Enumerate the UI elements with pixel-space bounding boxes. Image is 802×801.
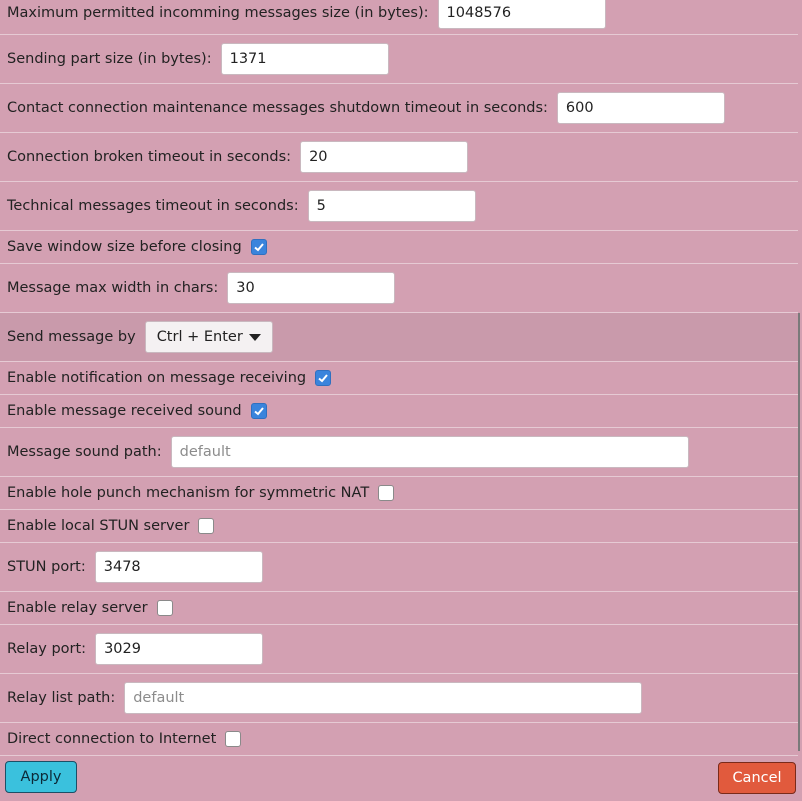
relay-port-label: Relay port: xyxy=(7,641,87,657)
technical-timeout-label: Technical messages timeout in seconds: xyxy=(7,198,299,214)
stun-port-label: STUN port: xyxy=(7,559,86,575)
row-save-window-size xyxy=(0,231,798,264)
cancel-button[interactable]: Cancel xyxy=(718,762,796,794)
save-window-size-checkbox[interactable] xyxy=(251,239,267,255)
row-contact-shutdown-timeout xyxy=(0,84,798,133)
row-relay-server xyxy=(0,592,798,625)
max-incoming-size-label: Maximum permitted incomming messages size (in bytes): xyxy=(7,5,429,21)
sending-part-size-label: Sending part size (in bytes): xyxy=(7,51,212,67)
row-connection-broken-timeout xyxy=(0,133,798,182)
row-relay-list-path xyxy=(0,674,798,723)
row-message-max-width xyxy=(0,264,798,313)
relay-list-path-input[interactable]: default xyxy=(124,682,642,714)
row-sending-part-size xyxy=(0,35,798,84)
enable-notification-label: Enable notification on message receiving xyxy=(7,370,307,386)
row-enable-notification xyxy=(0,362,798,395)
checkmark-icon xyxy=(253,405,265,417)
contact-shutdown-timeout-label: Contact connection maintenance messages shutdown timeout in seconds: xyxy=(7,100,548,116)
vertical-scrollbar[interactable] xyxy=(798,313,800,751)
direct-connection-label: Direct connection to Internet xyxy=(7,731,217,747)
row-direct-connection xyxy=(0,723,798,756)
send-message-by-label: Send message by xyxy=(7,329,136,345)
enable-received-sound-checkbox[interactable] xyxy=(251,403,267,419)
enable-received-sound-label: Enable message received sound xyxy=(7,403,242,419)
checkmark-icon xyxy=(253,241,265,253)
row-relay-port xyxy=(0,625,798,674)
enable-notification-checkbox[interactable] xyxy=(315,370,331,386)
relay-server-label: Enable relay server xyxy=(7,600,148,616)
connection-broken-timeout-input[interactable]: 20 xyxy=(300,141,468,173)
technical-timeout-input[interactable]: 5 xyxy=(308,190,476,222)
apply-button[interactable]: Apply xyxy=(5,761,77,793)
row-hole-punch xyxy=(0,477,798,510)
caret-down-icon xyxy=(249,334,261,341)
stun-port-input[interactable]: 3478 xyxy=(95,551,263,583)
relay-server-checkbox[interactable] xyxy=(157,600,173,616)
hole-punch-checkbox[interactable] xyxy=(378,485,394,501)
sending-part-size-input[interactable]: 1371 xyxy=(221,43,389,75)
message-sound-path-input[interactable]: default xyxy=(171,436,689,468)
checkmark-icon xyxy=(317,372,329,384)
send-message-by-value: Ctrl + Enter xyxy=(156,329,243,345)
hole-punch-label: Enable hole punch mechanism for symmetric NAT xyxy=(7,485,370,501)
message-max-width-label: Message max width in chars: xyxy=(7,280,219,296)
local-stun-checkbox[interactable] xyxy=(198,518,214,534)
message-max-width-input[interactable]: 30 xyxy=(227,272,395,304)
max-incoming-size-input[interactable]: 1048576 xyxy=(438,0,606,29)
row-local-stun xyxy=(0,510,798,543)
row-stun-port xyxy=(0,543,798,592)
relay-port-input[interactable]: 3029 xyxy=(95,633,263,665)
row-max-incoming-size xyxy=(0,0,798,35)
contact-shutdown-timeout-input[interactable]: 600 xyxy=(557,92,725,124)
message-sound-path-label: Message sound path: xyxy=(7,444,162,460)
row-enable-received-sound xyxy=(0,395,798,428)
row-send-message-by xyxy=(0,313,798,362)
save-window-size-label: Save window size before closing xyxy=(7,239,242,255)
row-technical-timeout xyxy=(0,182,798,231)
row-message-sound-path xyxy=(0,428,798,477)
send-message-by-dropdown[interactable] xyxy=(145,321,273,353)
direct-connection-checkbox[interactable] xyxy=(225,731,241,747)
connection-broken-timeout-label: Connection broken timeout in seconds: xyxy=(7,149,292,165)
relay-list-path-label: Relay list path: xyxy=(7,690,116,706)
local-stun-label: Enable local STUN server xyxy=(7,518,190,534)
